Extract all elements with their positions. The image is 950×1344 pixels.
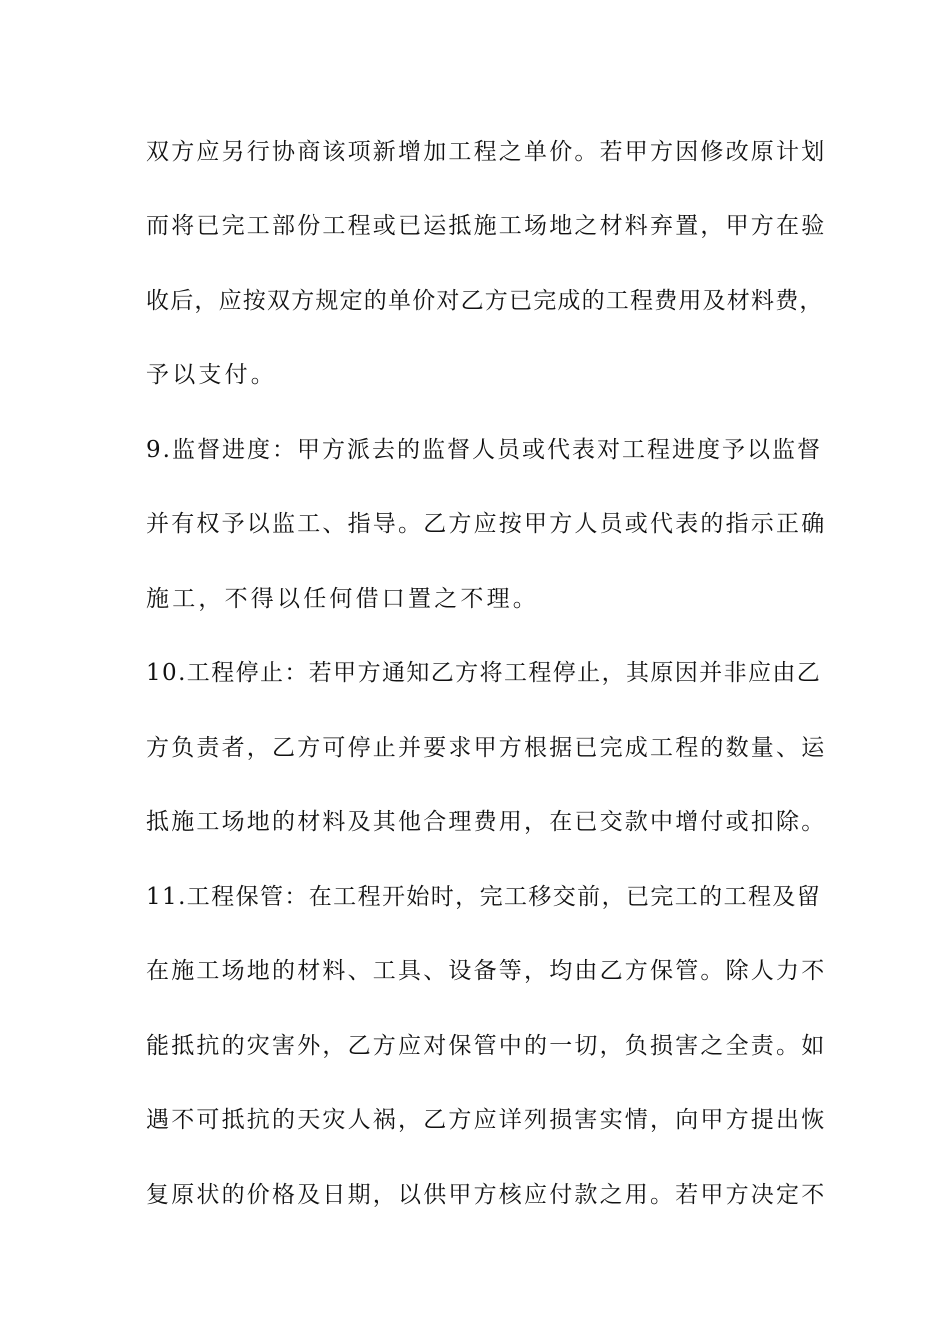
text-line: 在施工场地的材料、工具、设备等，均由乙方保管。除人力不 — [146, 958, 827, 984]
text-line: 能抵抗的灾害外，乙方应对保管中的一切，负损害之全责。如 — [146, 1033, 827, 1059]
text-line: 遇不可抵抗的天灾人祸，乙方应详列损害实情，向甲方提出恢 — [146, 1107, 827, 1133]
text-line: 复原状的价格及日期，以供甲方核应付款之用。若甲方决定不 — [146, 1182, 827, 1208]
text-line: 方负责者，乙方可停止并要求甲方根据已完成工程的数量、运 — [146, 735, 827, 761]
section-11-heading-line: 11.工程保管：在工程开始时，完工移交前，已完工的工程及留 — [146, 884, 822, 910]
text-line: 予以支付。 — [146, 362, 277, 388]
text-line: 抵施工场地的材料及其他合理费用，在已交款中增付或扣除。 — [146, 809, 827, 835]
text-line: 施工，不得以任何借口置之不理。 — [146, 586, 539, 612]
text-line: 并有权予以监工、指导。乙方应按甲方人员或代表的指示正确 — [146, 511, 827, 537]
text-line: 而将已完工部份工程或已运抵施工场地之材料弃置，甲方在验 — [146, 213, 827, 239]
section-9-heading-line: 9.监督进度：甲方派去的监督人员或代表对工程进度予以监督 — [146, 437, 822, 463]
section-10-heading-line: 10.工程停止：若甲方通知乙方将工程停止，其原因并非应由乙 — [146, 660, 822, 686]
text-line: 双方应另行协商该项新增加工程之单价。若甲方因修改原计划 — [146, 139, 827, 165]
text-line: 收后，应按双方规定的单价对乙方已完成的工程费用及材料费， — [146, 288, 824, 314]
